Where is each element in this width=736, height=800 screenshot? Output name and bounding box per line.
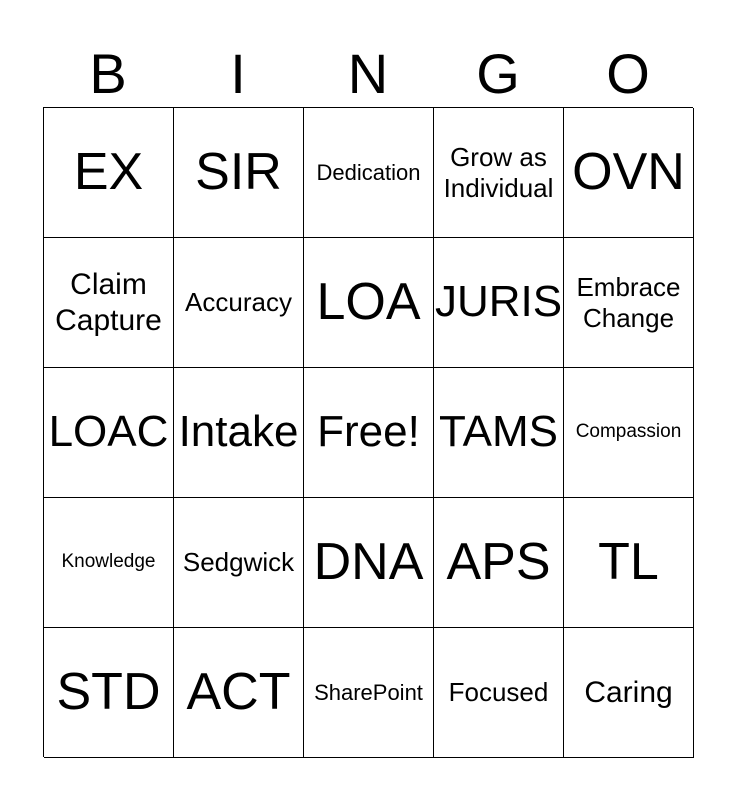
bingo-cell[interactable]: Focused: [434, 628, 564, 758]
bingo-cell[interactable]: DNA: [304, 498, 434, 628]
bingo-cell[interactable]: Sedgwick: [174, 498, 304, 628]
bingo-cell[interactable]: TL: [564, 498, 694, 628]
bingo-cell[interactable]: SIR: [174, 108, 304, 238]
bingo-cell[interactable]: Compassion: [564, 368, 694, 498]
header-letter-o: O: [606, 42, 650, 105]
bingo-cell[interactable]: Accuracy: [174, 238, 304, 368]
bingo-cell[interactable]: EX: [44, 108, 174, 238]
bingo-cell[interactable]: APS: [434, 498, 564, 628]
free-space-cell[interactable]: Free!: [304, 368, 434, 498]
header-letter-b: B: [89, 42, 127, 105]
bingo-cell[interactable]: LOA: [304, 238, 434, 368]
bingo-cell[interactable]: Embrace Change: [564, 238, 694, 368]
header-letter-n: N: [347, 42, 389, 105]
bingo-cell[interactable]: TAMS: [434, 368, 564, 498]
bingo-cell[interactable]: SharePoint: [304, 628, 434, 758]
bingo-header: [43, 42, 693, 106]
bingo-cell[interactable]: ACT: [174, 628, 304, 758]
bingo-cell[interactable]: JURIS: [434, 238, 564, 368]
bingo-cell[interactable]: OVN: [564, 108, 694, 238]
bingo-cell[interactable]: Claim Capture: [44, 238, 174, 368]
bingo-cell[interactable]: Caring: [564, 628, 694, 758]
bingo-cell[interactable]: Intake: [174, 368, 304, 498]
header-letter-g: G: [476, 42, 520, 105]
bingo-cell[interactable]: LOAC: [44, 368, 174, 498]
bingo-cell[interactable]: Dedication: [304, 108, 434, 238]
header-letter-i: I: [230, 42, 246, 105]
bingo-board: [43, 107, 693, 757]
bingo-cell[interactable]: Grow as Individual: [434, 108, 564, 238]
bingo-cell[interactable]: Knowledge: [44, 498, 174, 628]
bingo-cell[interactable]: STD: [44, 628, 174, 758]
